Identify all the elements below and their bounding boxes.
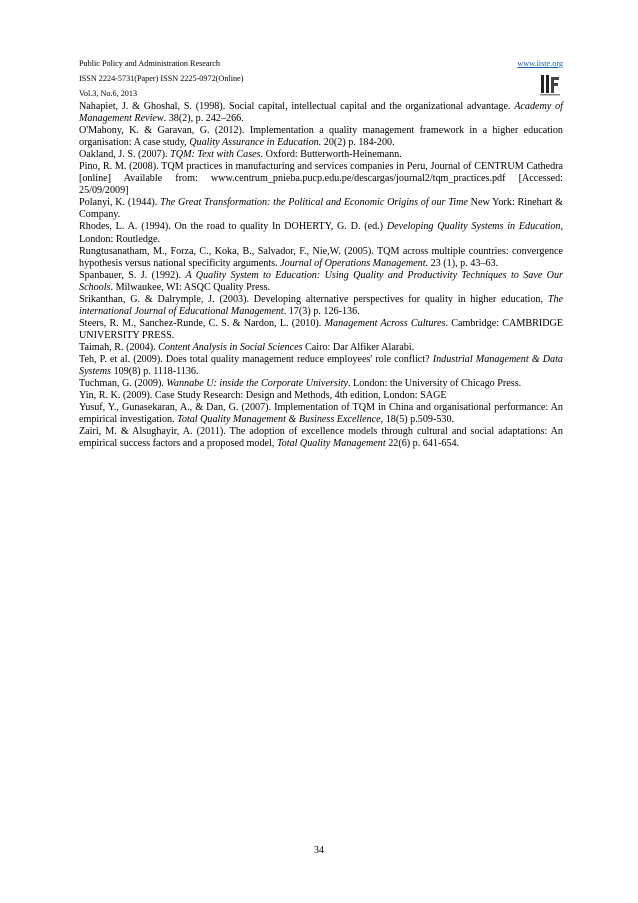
reference-title-italic: The international Journal of Educational Management (79, 293, 563, 317)
journal-title: Public Policy and Administration Research (79, 59, 220, 68)
reference-text: Spanbauer, S. J. (1992). (79, 269, 186, 281)
reference-entry (79, 402, 563, 426)
reference-title-italic: Management Across Cultures (324, 317, 446, 329)
reference-text: . 23 (1), p. 43–63. (425, 257, 499, 269)
reference-text: . London: the University of Chicago Press. (347, 378, 522, 390)
reference-text: O'Mahony, K. & Garavan, G. (2012). Implementation a quality management framework in a higher education organisation: A case study, (79, 125, 563, 149)
reference-entry (79, 390, 563, 402)
reference-entry (79, 270, 563, 294)
reference-entry (79, 318, 563, 342)
reference-text: . 17(3) p. 126-136. (283, 305, 360, 317)
reference-text: , London: Routledge. (79, 221, 563, 245)
reference-title-italic: TQM: Text with Cases (170, 149, 261, 161)
reference-text: Pino, R. M. (2008). TQM practices in manufacturing and services companies in Peru, Journal of CENTRUM Cathedra [online] Available from: www.centrum_pnieba.pucp.edu.pe/descargas/journal2/tqm_practices.pdf [Accessed: 25/09/2009] (79, 161, 563, 197)
reference-title-italic: Journal of Operations Management (280, 257, 426, 269)
volume-line: Vol.3, No.6, 2013 (79, 89, 138, 99)
reference-text: Yin, R. K. (2009). Case Study Research: Design and Methods, 4th edition, London: SAGE (79, 390, 447, 402)
reference-entry (79, 221, 563, 245)
reference-entry (79, 342, 563, 354)
reference-text: Rhodes, L. A. (1994). On the road to quality In DOHERTY, G. D. (ed.) (79, 221, 387, 233)
reference-entry (79, 378, 563, 390)
reference-text: Taimah, R. (2004). (79, 341, 159, 353)
reference-entry (79, 246, 563, 270)
reference-text: 20(2) p. 184-200. (321, 137, 395, 149)
reference-entry (79, 125, 563, 149)
reference-entry (79, 101, 563, 125)
reference-text: . Cambridge: CAMBRIDGE UNIVERSITY PRESS. (79, 317, 564, 341)
page-header (79, 56, 563, 102)
reference-title-italic: The Great Transformation: the Political and Economic Origins of our Time (160, 197, 468, 209)
reference-title-italic: Academy of Management Review (79, 101, 563, 125)
reference-entry (79, 426, 563, 450)
reference-title-italic: A Quality System to Education: Using Quality and Productivity Techniques to Save Our Schools (79, 269, 563, 293)
reference-text: Nahapiet, J. & Ghoshal, S. (1998). Social capital, intellectual capital and the organizational advantage. (79, 101, 515, 112)
reference-text: , 18(5) p.509-530. (380, 414, 455, 426)
reference-text: Zairi, M. & Alsughayir, A. (2011). The adoption of excellence models through cultural and social adaptations: An empirical success factors and a proposed model, (79, 426, 563, 450)
reference-title-italic: Developing Quality Systems in Education (386, 221, 561, 233)
reference-entry (79, 197, 563, 221)
journal-url-link[interactable]: www.iiste.org (517, 59, 563, 68)
reference-title-italic: Quality Assurance in Education. (189, 137, 322, 149)
reference-text: Srikanthan, G. & Dalrymple, J. (2003). Developing alternative perspectives for quality in higher education, (79, 293, 548, 305)
reference-title-italic: Total Quality Management (276, 438, 386, 450)
iiste-logo-icon (537, 71, 563, 97)
reference-title-italic: Total Quality Management & Business Excellence (177, 414, 381, 426)
reference-text: . Oxford: Butterworth-Heinemann. (260, 149, 402, 161)
reference-text: . 38(2), p. 242–266. (163, 113, 244, 125)
reference-entry (79, 149, 563, 161)
reference-text: Polanyi, K. (1944). (79, 197, 161, 209)
reference-text: Yusuf, Y., Gunasekaran, A., & Dan, G. (2007). Implementation of TQM in China and organisational performance: An empirical investigation. (79, 402, 563, 426)
reference-text: Cairo: Dar Alfiker Alarabi. (302, 341, 415, 353)
reference-entry (79, 294, 563, 318)
reference-text: Rungtusanatham, M., Forza, C., Koka, B., Salvador, F., Nie,W. (2005). TQM across multiple countries: convergence hypothesis versus national specificity arguments. (79, 245, 563, 269)
reference-text: 109(8) p. 1118-1136. (111, 366, 199, 378)
reference-text: Oakland, J. S. (2007). (79, 149, 171, 161)
reference-text: Steers, R. M., Sanchez-Runde, C. S. & Nardon, L. (2010). (79, 317, 325, 329)
issn-line: ISSN 2224-5731(Paper) ISSN 2225-0972(Online) (79, 74, 244, 84)
reference-text: Teh, P. et al. (2009). Does total quality management reduce employees' role conflict? (79, 353, 433, 365)
page-number: 34 (314, 845, 324, 856)
reference-text: New York: Rinehart & Company. (79, 197, 563, 221)
reference-title-italic: Wannabe U: inside the Corporate University (166, 378, 348, 390)
reference-entry (79, 161, 563, 197)
reference-title-italic: Industrial Management & Data Systems (79, 353, 563, 378)
reference-text: 22(6) p. 641-654. (385, 438, 460, 450)
reference-title-italic: Content Analysis in Social Sciences (158, 341, 303, 353)
reference-entry (79, 354, 563, 378)
reference-text: Tuchman, G. (2009). (79, 378, 167, 390)
references-list (79, 101, 563, 450)
reference-text: . Milwaukee, WI: ASQC Quality Press. (110, 281, 271, 293)
